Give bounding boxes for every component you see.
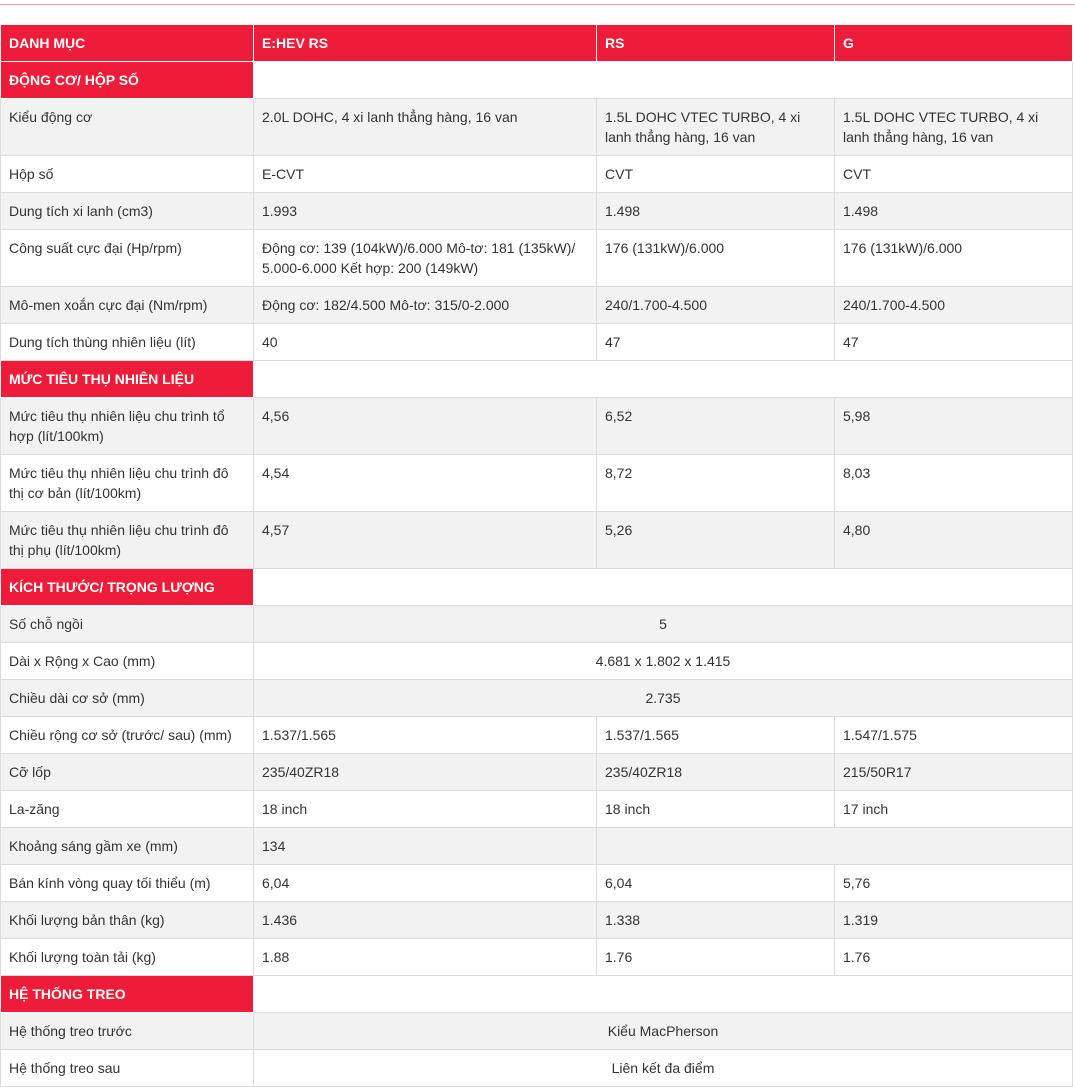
table-row (1, 902, 1073, 939)
value-cell: 176 (131kW)/6.000 (835, 230, 1073, 287)
table-row (1, 287, 1073, 324)
value-cell: 8,03 (835, 455, 1073, 512)
value-cell: 6,04 (597, 865, 835, 902)
value-cell: 1.993 (254, 193, 597, 230)
value-cell: Động cơ: 139 (104kW)/6.000 Mô-tơ: 181 (135kW)/ 5.000-6.000 Kết hợp: 200 (149kW) (254, 230, 597, 287)
table-row (1, 324, 1073, 361)
table-row (1, 606, 1073, 643)
merged-value-cell: 5 (254, 606, 1073, 643)
value-cell: 1.319 (835, 902, 1073, 939)
row-label: Dung tích xi lanh (cm3) (1, 193, 254, 230)
table-row (1, 717, 1073, 754)
top-divider-line (0, 4, 1075, 5)
value-cell: 235/40ZR18 (254, 754, 597, 791)
value-cell: 40 (254, 324, 597, 361)
row-label: Dài x Rộng x Cao (mm) (1, 643, 254, 680)
value-cell: 1.88 (254, 939, 597, 976)
row-label: Mức tiêu thụ nhiên liệu chu trình đô thị cơ bản (lít/100km) (1, 455, 254, 512)
table-row (1, 156, 1073, 193)
section-title: MỨC TIÊU THỤ NHIÊN LIỆU (1, 361, 254, 398)
value-cell: 4,80 (835, 512, 1073, 569)
table-row (1, 193, 1073, 230)
section-filler-cell (254, 569, 1073, 606)
table-row (1, 1013, 1073, 1050)
table-row (1, 99, 1073, 156)
table-row (1, 828, 1073, 865)
value-cell: 1.498 (597, 193, 835, 230)
value-cell: 240/1.700-4.500 (597, 287, 835, 324)
section-header-row (1, 361, 1073, 398)
merged-value-cell: Kiểu MacPherson (254, 1013, 1073, 1050)
value-cell: 5,26 (597, 512, 835, 569)
value-cell: 1.338 (597, 902, 835, 939)
row-label: Chiều rộng cơ sở (trước/ sau) (mm) (1, 717, 254, 754)
value-cell: 18 inch (597, 791, 835, 828)
value-cell: 5,76 (835, 865, 1073, 902)
row-label: Khối lượng toàn tải (kg) (1, 939, 254, 976)
value-cell: 4,54 (254, 455, 597, 512)
section-filler-cell (254, 976, 1073, 1013)
value-cell: 2.0L DOHC, 4 xi lanh thẳng hàng, 16 van (254, 99, 597, 156)
row-label: Hệ thống treo sau (1, 1050, 254, 1087)
value-cell: 47 (835, 324, 1073, 361)
row-label: Kiểu động cơ (1, 99, 254, 156)
value-cell: 6,04 (254, 865, 597, 902)
value-cell: 47 (597, 324, 835, 361)
value-cell: 4,57 (254, 512, 597, 569)
header-cell-g: G (835, 25, 1073, 62)
merged-value-cell: Liên kết đa điểm (254, 1050, 1073, 1087)
header-cell-rs: RS (597, 25, 835, 62)
table-row (1, 939, 1073, 976)
value-cell: CVT (835, 156, 1073, 193)
section-header-row (1, 976, 1073, 1013)
row-label: Mô-men xoắn cực đại (Nm/rpm) (1, 287, 254, 324)
row-label: Dung tích thùng nhiên liệu (lít) (1, 324, 254, 361)
value-cell: 134 (254, 828, 597, 865)
row-label: Khoảng sáng gầm xe (mm) (1, 828, 254, 865)
row-label: Số chỗ ngồi (1, 606, 254, 643)
value-cell: 215/50R17 (835, 754, 1073, 791)
table-row (1, 512, 1073, 569)
table-row (1, 680, 1073, 717)
value-cell: E-CVT (254, 156, 597, 193)
section-title: HỆ THỐNG TREO (1, 976, 254, 1013)
value-cell: 4,56 (254, 398, 597, 455)
row-label: Chiều dài cơ sở (mm) (1, 680, 254, 717)
value-cell: 17 inch (835, 791, 1073, 828)
value-cell: 1.537/1.565 (254, 717, 597, 754)
table-row (1, 1050, 1073, 1087)
row-label: Công suất cực đại (Hp/rpm) (1, 230, 254, 287)
value-cell: 1.547/1.575 (835, 717, 1073, 754)
section-filler-cell (254, 361, 1073, 398)
row-label: Hệ thống treo trước (1, 1013, 254, 1050)
value-cell: 235/40ZR18 (597, 754, 835, 791)
spec-table-body (1, 25, 1073, 1087)
row-label: Bán kính vòng quay tối thiểu (m) (1, 865, 254, 902)
value-cell: 240/1.700-4.500 (835, 287, 1073, 324)
empty-merged-cell (597, 828, 1073, 865)
table-header-row (1, 25, 1073, 62)
value-cell: 1.498 (835, 193, 1073, 230)
value-cell: 18 inch (254, 791, 597, 828)
value-cell: 1.5L DOHC VTEC TURBO, 4 xi lanh thẳng hàng, 16 van (835, 99, 1073, 156)
section-header-row (1, 62, 1073, 99)
row-label: Mức tiêu thụ nhiên liệu chu trình đô thị phụ (lít/100km) (1, 512, 254, 569)
header-cell-ehev-rs: E:HEV RS (254, 25, 597, 62)
spec-table (0, 24, 1073, 1087)
table-row (1, 230, 1073, 287)
row-label: La-zăng (1, 791, 254, 828)
section-title: KÍCH THƯỚC/ TRỌNG LƯỢNG (1, 569, 254, 606)
value-cell: 1.76 (835, 939, 1073, 976)
value-cell: 6,52 (597, 398, 835, 455)
section-title: ĐỘNG CƠ/ HỘP SỐ (1, 62, 254, 99)
value-cell: Động cơ: 182/4.500 Mô-tơ: 315/0-2.000 (254, 287, 597, 324)
table-row (1, 754, 1073, 791)
table-row (1, 643, 1073, 680)
table-row (1, 398, 1073, 455)
row-label: Khối lượng bản thân (kg) (1, 902, 254, 939)
value-cell: 1.5L DOHC VTEC TURBO, 4 xi lanh thẳng hàng, 16 van (597, 99, 835, 156)
row-label: Hộp số (1, 156, 254, 193)
section-header-row (1, 569, 1073, 606)
value-cell: 1.436 (254, 902, 597, 939)
row-label: Mức tiêu thụ nhiên liệu chu trình tổ hợp (lít/100km) (1, 398, 254, 455)
section-filler-cell (254, 62, 1073, 99)
table-row (1, 865, 1073, 902)
table-row (1, 791, 1073, 828)
value-cell: 8,72 (597, 455, 835, 512)
value-cell: 1.76 (597, 939, 835, 976)
header-cell-category: DANH MỤC (1, 25, 254, 62)
value-cell: 5,98 (835, 398, 1073, 455)
value-cell: 176 (131kW)/6.000 (597, 230, 835, 287)
merged-value-cell: 4.681 x 1.802 x 1.415 (254, 643, 1073, 680)
value-cell: 1.537/1.565 (597, 717, 835, 754)
row-label: Cỡ lốp (1, 754, 254, 791)
table-row (1, 455, 1073, 512)
value-cell: CVT (597, 156, 835, 193)
merged-value-cell: 2.735 (254, 680, 1073, 717)
